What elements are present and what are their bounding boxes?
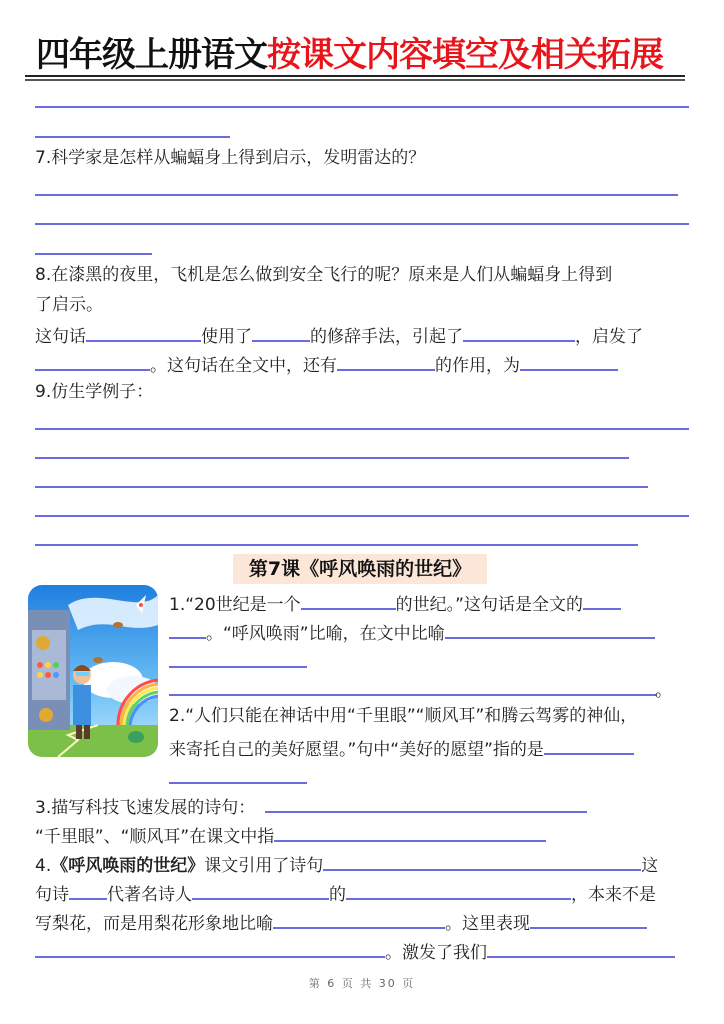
title-black-part: 四年级上册语文 (36, 35, 267, 75)
answer-line[interactable] (35, 194, 678, 196)
answer-blank[interactable] (323, 851, 641, 871)
answer-blank[interactable] (463, 322, 575, 342)
answer-line[interactable] (35, 544, 638, 546)
answer-blank[interactable] (252, 322, 310, 342)
q8-text: ，启发了 (575, 327, 643, 347)
answer-line[interactable] (35, 457, 629, 459)
q4-text: 。这里表现 (445, 914, 530, 934)
answer-blank[interactable] (520, 351, 618, 371)
question-7: 7.科学家是怎样从蝙蝠身上得到启示，发明雷达的？ (35, 148, 426, 168)
answer-blank[interactable] (583, 590, 621, 610)
answer-blank[interactable] (69, 880, 107, 900)
answer-blank[interactable] (274, 822, 546, 842)
answer-blank[interactable] (35, 351, 150, 371)
question-8-fill-row1 (35, 322, 643, 348)
title-underline-2 (25, 79, 685, 81)
question-8-fill-row2 (35, 351, 618, 377)
answer-line[interactable] (35, 428, 689, 430)
lesson7-q1-row1 (169, 590, 621, 616)
answer-line[interactable] (35, 253, 152, 255)
answer-blank[interactable] (530, 909, 647, 929)
answer-line[interactable] (35, 106, 689, 108)
q8-text: 。这句话在全文中，还有 (150, 356, 337, 376)
answer-blank[interactable] (192, 880, 329, 900)
page-number: 第 6 页 共 30 页 (308, 977, 416, 990)
answer-line[interactable] (169, 694, 657, 696)
lesson7-q3-line1 (35, 793, 587, 819)
answer-blank[interactable] (301, 590, 396, 610)
scientist-illustration-icon (28, 585, 158, 757)
q8-text: 的修辞手法，引起了 (310, 327, 463, 347)
title-underline (25, 75, 685, 77)
lesson7-q4-row3 (35, 909, 647, 935)
lesson7-q3-line2 (35, 822, 546, 848)
lesson7-q4-row4 (35, 938, 675, 964)
answer-blank[interactable] (337, 351, 435, 371)
answer-blank[interactable] (169, 619, 206, 639)
q4-text: 4. (35, 856, 52, 876)
lesson7-q4-row1 (35, 851, 658, 877)
q4-text: 。激发了我们 (385, 943, 487, 963)
answer-line[interactable] (169, 666, 307, 668)
answer-line[interactable] (35, 223, 689, 225)
q4-text: 这 (641, 856, 659, 876)
question-8-line1: 8.在漆黑的夜里，飞机是怎么做到安全飞行的呢？原来是人们从蝙蝠身上得到 (35, 265, 613, 285)
q2-text: 来寄托自己的美好愿望。”句中“美好的愿望”指的是 (169, 740, 544, 760)
answer-blank[interactable] (265, 793, 587, 813)
question-8-line2: 了启示。 (35, 295, 103, 315)
q1-end-punct: 。 (655, 681, 672, 701)
q4-text: 课文引用了诗句 (204, 856, 324, 876)
q1-text: 。“呼风唤雨”比喻，在文中比喻 (206, 624, 445, 644)
q4-text: 的 (329, 885, 346, 905)
lesson-title: 第7课《呼风唤雨的世纪》 (233, 554, 487, 584)
lesson-illustration (28, 585, 158, 757)
answer-blank[interactable] (273, 909, 445, 929)
q4-lesson-name: 《呼风唤雨的世纪》 (51, 856, 205, 876)
answer-blank[interactable] (86, 322, 201, 342)
q3-text: “千里眼”、“顺风耳”在课文中指 (35, 827, 275, 847)
q4-text: 句诗 (35, 885, 69, 905)
q8-text: 这句话 (35, 327, 86, 347)
lesson7-q2-line2 (169, 735, 634, 761)
q4-text: ，本来不是 (571, 885, 656, 905)
title-red-part: 按课文内容填空及相关拓展 (267, 35, 663, 75)
q4-text: 写梨花，而是用梨花形象地比喻 (35, 914, 273, 934)
q8-text: 使用了 (201, 327, 252, 347)
answer-blank[interactable] (35, 938, 385, 958)
lesson7-q4-row2 (35, 880, 656, 906)
answer-line[interactable] (35, 515, 689, 517)
q8-text: 的作用，为 (435, 356, 520, 376)
q1-text: 1.“20世纪是一个 (169, 595, 301, 615)
answer-blank[interactable] (445, 619, 655, 639)
q3-text: 3.描写科技飞速发展的诗句： (35, 798, 256, 818)
question-9: 9.仿生学例子： (35, 382, 154, 402)
answer-blank[interactable] (487, 938, 675, 958)
lesson7-q2-line1: 2.“人们只能在神话中用“千里眼”“顺风耳”和腾云驾雾的神仙， (169, 706, 638, 726)
q4-text: 代著名诗人 (107, 885, 192, 905)
q1-text: 的世纪。”这句话是全文的 (395, 595, 583, 615)
answer-line[interactable] (169, 782, 307, 784)
answer-line[interactable] (35, 486, 648, 488)
answer-blank[interactable] (346, 880, 571, 900)
answer-line[interactable] (35, 136, 230, 138)
answer-blank[interactable] (544, 735, 634, 755)
lesson7-q1-row2 (169, 619, 655, 645)
page-title (36, 34, 686, 76)
